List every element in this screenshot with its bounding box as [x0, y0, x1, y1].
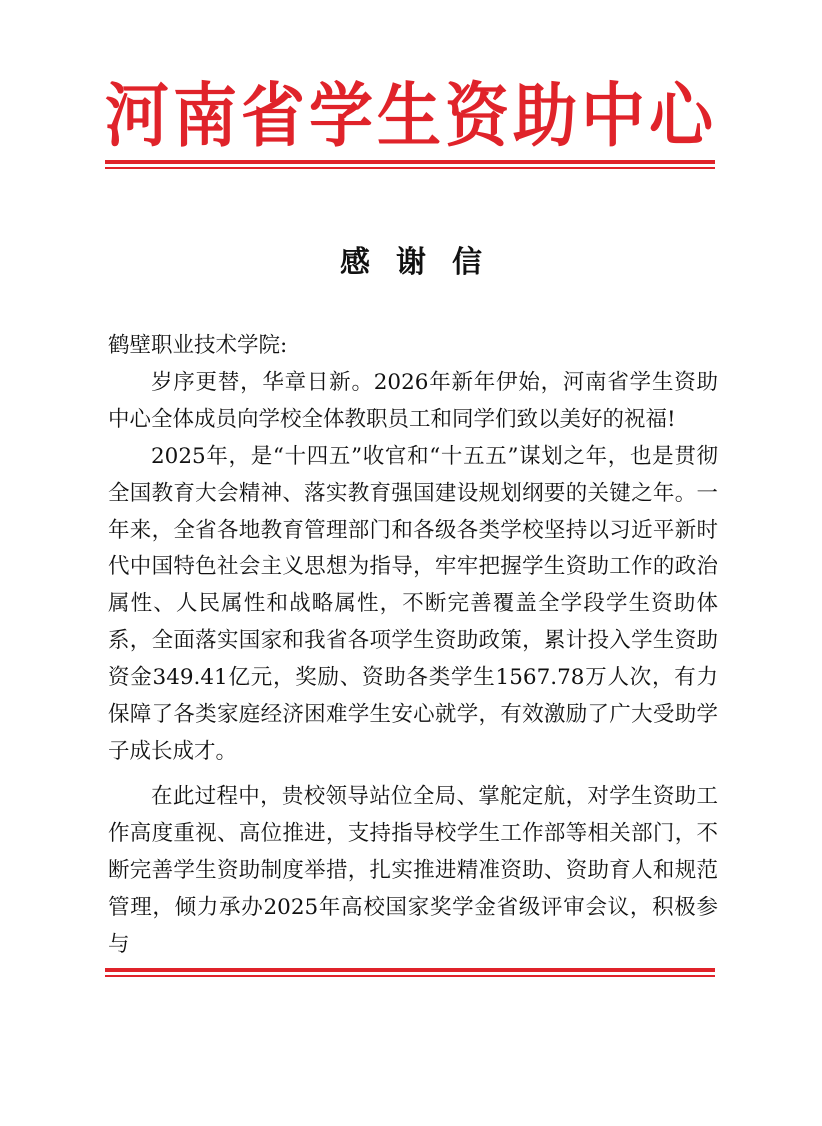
letter-paragraph-3: 在此过程中，贵校领导站位全局、掌舵定航，对学生资助工作高度重视、高位推进，支持指导校学生工作部等相关部门，不断完善学生资助制度举措，扎实推进精准资助、资助育人和规范管理，倾力承办2025年高校国家奖学金省级评审会议，积极参与 [108, 783, 718, 957]
letter-body [108, 328, 718, 963]
letterhead-org-name: 河南省学生资助中心 [105, 77, 717, 157]
letterhead-divider-top [105, 160, 715, 169]
letter-salutation: 鹤壁职业技术学院: [108, 333, 288, 358]
divider-thin-line [105, 975, 715, 977]
footer-divider-bottom [105, 968, 715, 977]
divider-thick-line [105, 160, 715, 164]
letter-title: 感谢信 [340, 245, 508, 280]
letter-paragraph-1: 岁序更替，华章日新。2026年新年伊始，河南省学生资助中心全体成员向学校全体教职员工和同学们致以美好的祝福! [108, 369, 718, 432]
letter-paragraph-2: 2025年，是“十四五”收官和“十五五”谋划之年，也是贯彻全国教育大会精神、落实教育强国建设规划纲要的关键之年。一年来，全省各地教育管理部门和各级各类学校坚持以习近平新时代中国特色社会主义思想为指导，牢牢把握学生资助工作的政治属性、人民属性和战略属性，不断完善覆盖全学段学生资助体系，全面落实国家和我省各项学生资助政策，累计投入学生资助资金349.41亿元，奖励、资助各类学生1567.78万人次，有力保障了各类家庭经济困难学生安心就学，有效激励了广大受助学子成长成才。 [108, 443, 718, 764]
divider-thin-line [105, 167, 715, 169]
divider-thick-line [105, 968, 715, 972]
